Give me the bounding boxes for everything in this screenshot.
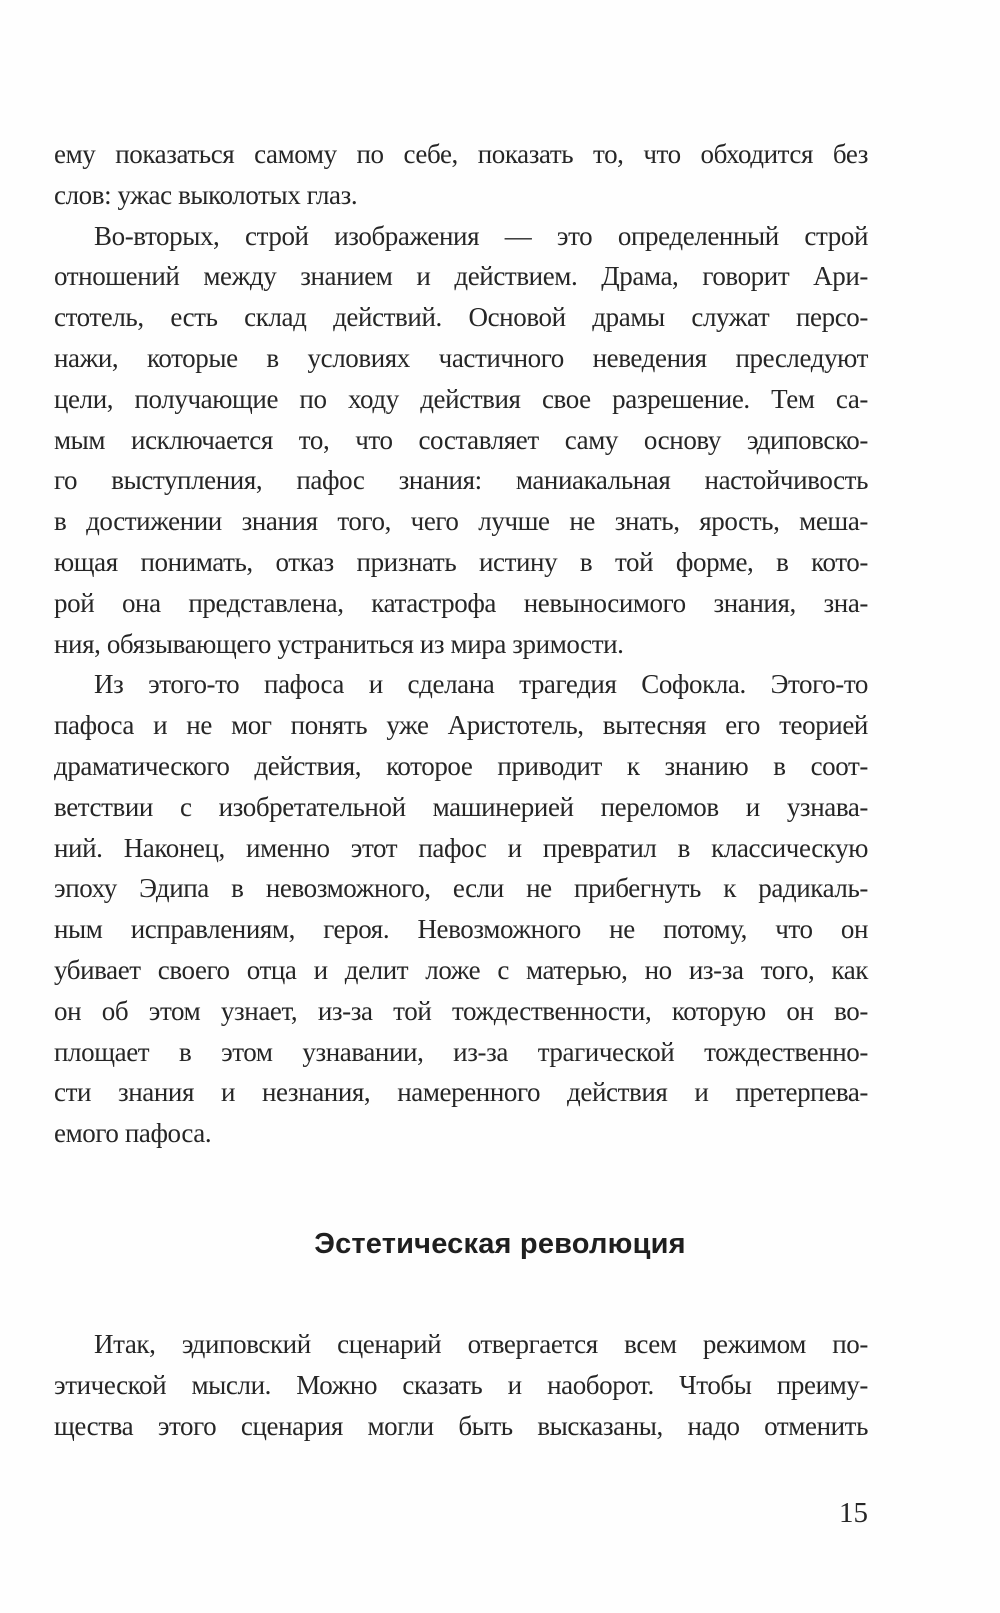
- text-line: эпоху Эдипа в невозможного, если не прибегнуть к радикаль-: [54, 873, 868, 904]
- text-line: он об этом узнает, из-за той тождественности, которую он во-: [54, 995, 868, 1026]
- text-line: в достижении знания того, чего лучше не знать, ярость, меша-: [54, 506, 868, 537]
- text-line: рой она представлена, катастрофа невыносимого знания, зна-: [54, 587, 868, 618]
- text-line: ния, обязывающего устраниться из мира зримости.: [54, 628, 624, 659]
- body-text-bottom: [54, 1324, 868, 1446]
- text-line: щества этого сценария могли быть высказаны, надо отменить: [54, 1410, 868, 1441]
- text-line: убивает своего отца и делит ложе с матерью, но из-за того, как: [54, 954, 868, 985]
- text-line: пафоса и не мог понять уже Аристотель, вытесняя его теорией: [54, 710, 868, 741]
- section-heading: Эстетическая революция: [314, 1228, 686, 1260]
- text-line: мым исключается то, что составляет саму основу эдиповско-: [54, 424, 868, 455]
- page-number: 15: [839, 1497, 868, 1529]
- text-line: ющая понимать, отказ признать истину в той форме, в кото-: [54, 546, 868, 577]
- text-line: драматического действия, которое приводит к знанию в соот-: [54, 750, 868, 781]
- text-line: ным исправлениям, героя. Невозможного не потому, что он: [54, 914, 868, 945]
- text-line: этической мысли. Можно сказать и наоборот. Чтобы преиму-: [54, 1369, 868, 1400]
- text-line: ему показаться самому по себе, показать то, что обходится без: [54, 139, 868, 169]
- text-line: ветствии с изобретательной машинерией переломов и узнава-: [54, 791, 868, 822]
- text-line: Итак, эдиповский сценарий отвергается всем режимом по-: [94, 1329, 868, 1359]
- text-line: стотель, есть склад действий. Основой драмы служат персо-: [54, 302, 868, 333]
- text-line: слов: ужас выколотых глаз.: [54, 179, 358, 210]
- text-line: сти знания и незнания, намеренного действия и претерпева-: [54, 1077, 868, 1108]
- text-line: емого пафоса.: [54, 1118, 212, 1149]
- text-line: нажи, которые в условиях частичного неведения преследуют: [54, 342, 868, 373]
- text-line: отношений между знанием и действием. Драма, говорит Ари-: [54, 261, 868, 292]
- text-line: го выступления, пафос знания: маниакальная настойчивость: [54, 465, 868, 496]
- body-text-top: [54, 134, 868, 1154]
- text-line: ний. Наконец, именно этот пафос и превратил в классическую: [54, 832, 868, 863]
- text-line: площает в этом узнавании, из-за трагической тождественно-: [54, 1036, 868, 1067]
- text-line: Во-вторых, строй изображения — это определенный строй: [94, 220, 868, 251]
- text-line: цели, получающие по ходу действия свое разрешение. Тем са-: [54, 383, 868, 414]
- text-line: Из этого-то пафоса и сделана трагедия Софокла. Этого-то: [94, 669, 868, 700]
